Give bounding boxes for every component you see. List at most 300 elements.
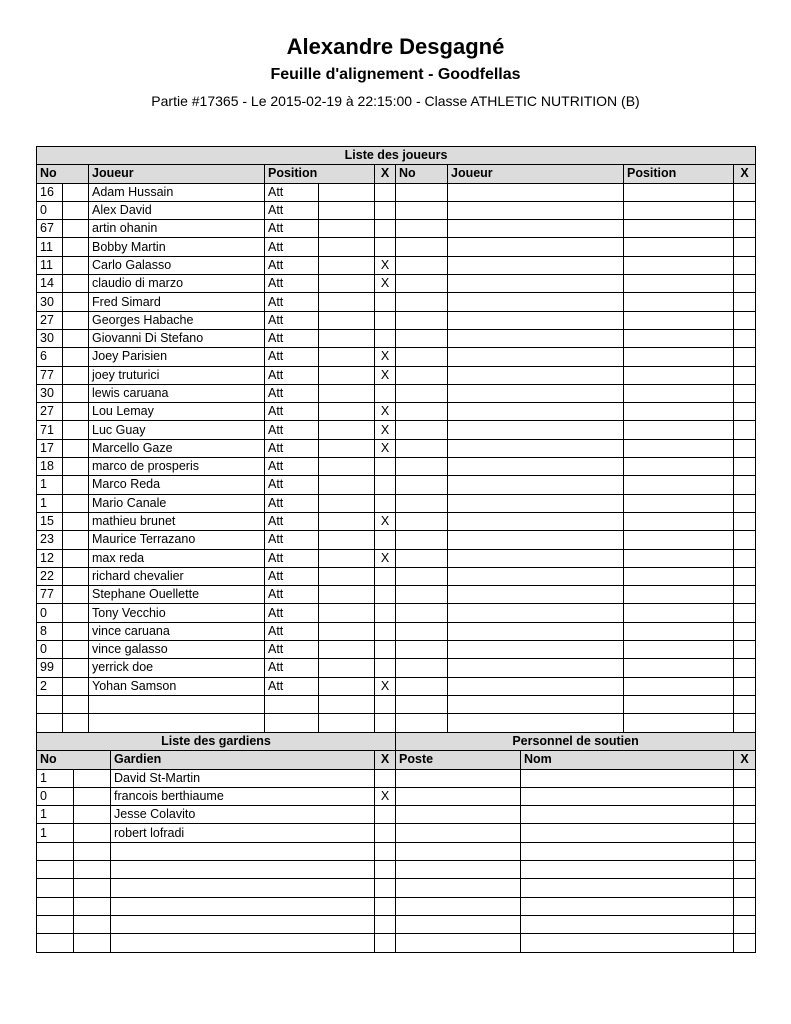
player-x-mark-right [734, 293, 756, 311]
player-row [37, 641, 756, 659]
player-name-right [448, 677, 624, 695]
goalie-name: francois berthiaume [111, 787, 375, 805]
col-header-no: No [37, 165, 89, 183]
player-row [37, 604, 756, 622]
player-x-mark [375, 714, 396, 732]
player-x-mark-right [734, 567, 756, 585]
player-position: Att [265, 329, 319, 347]
player-position: Att [265, 567, 319, 585]
staff-role [396, 897, 521, 915]
staff-x-mark [734, 915, 756, 933]
player-x-mark [375, 695, 396, 713]
player-x-mark [375, 311, 396, 329]
player-number: 17 [37, 439, 63, 457]
player-position: Att [265, 293, 319, 311]
player-row [37, 421, 756, 439]
player-name: Marco Reda [89, 476, 265, 494]
staff-x-mark [734, 879, 756, 897]
player-position-extra [319, 458, 375, 476]
player-position-extra [319, 238, 375, 256]
player-spacer [63, 695, 89, 713]
player-position-right [624, 695, 734, 713]
player-number: 30 [37, 329, 63, 347]
goalie-number [37, 934, 74, 952]
player-position-right [624, 421, 734, 439]
staff-name [521, 879, 734, 897]
player-position: Att [265, 677, 319, 695]
player-name: joey truturici [89, 366, 265, 384]
player-name-right [448, 714, 624, 732]
player-name: yerrick doe [89, 659, 265, 677]
player-position-right [624, 549, 734, 567]
player-number-right [396, 494, 448, 512]
goalie-spacer [74, 769, 111, 787]
player-position-right [624, 604, 734, 622]
player-position-extra [319, 183, 375, 201]
player-name: Marcello Gaze [89, 439, 265, 457]
player-row [37, 275, 756, 293]
player-x-mark [375, 329, 396, 347]
player-number-right [396, 220, 448, 238]
player-spacer [63, 329, 89, 347]
player-x-mark: X [375, 366, 396, 384]
player-position: Att [265, 183, 319, 201]
player-spacer [63, 311, 89, 329]
col-header-x: X [375, 165, 396, 183]
staff-name [521, 915, 734, 933]
player-row [37, 494, 756, 512]
player-name: richard chevalier [89, 567, 265, 585]
player-number: 71 [37, 421, 63, 439]
player-spacer [63, 714, 89, 732]
player-number-right [396, 421, 448, 439]
player-position: Att [265, 366, 319, 384]
goalie-name: Jesse Colavito [111, 806, 375, 824]
goalie-name [111, 879, 375, 897]
player-row [37, 622, 756, 640]
player-name: Adam Hussain [89, 183, 265, 201]
player-position-right [624, 476, 734, 494]
player-x-mark-right [734, 403, 756, 421]
goalies-section-title: Liste des gardiens [37, 733, 396, 751]
page-subtitle: Feuille d'alignement - Goodfellas [270, 66, 521, 83]
player-name: max reda [89, 549, 265, 567]
player-position-right [624, 714, 734, 732]
player-x-mark: X [375, 439, 396, 457]
goalie-spacer [74, 897, 111, 915]
game-info: Partie #17365 - Le 2015-02-19 à 22:15:00 - Classe ATHLETIC NUTRITION (B) [151, 93, 640, 109]
player-position-extra [319, 201, 375, 219]
player-number-right [396, 549, 448, 567]
player-x-mark-right [734, 220, 756, 238]
player-row [37, 567, 756, 585]
player-number: 27 [37, 311, 63, 329]
player-spacer [63, 220, 89, 238]
staff-col-header-x: X [734, 751, 756, 769]
player-number-right [396, 238, 448, 256]
goalie-col-header-name: Gardien [111, 751, 375, 769]
staff-role [396, 806, 521, 824]
player-x-mark [375, 494, 396, 512]
player-row [37, 677, 756, 695]
col-header-position: Position [265, 165, 375, 183]
player-number: 12 [37, 549, 63, 567]
goalie-spacer [74, 787, 111, 805]
goalie-col-header-no: No [37, 751, 111, 769]
player-name: vince caruana [89, 622, 265, 640]
goalie-x-mark [375, 861, 396, 879]
page-title: Alexandre Desgagné [286, 34, 505, 59]
player-spacer [63, 622, 89, 640]
player-x-mark: X [375, 421, 396, 439]
player-name-right [448, 403, 624, 421]
player-row [37, 256, 756, 274]
staff-role [396, 934, 521, 952]
player-number-right [396, 256, 448, 274]
player-number: 22 [37, 567, 63, 585]
staff-role [396, 787, 521, 805]
player-name-right [448, 458, 624, 476]
goalie-name [111, 842, 375, 860]
player-name-right [448, 567, 624, 585]
player-position-right [624, 329, 734, 347]
goalie-number [37, 842, 74, 860]
staff-name [521, 787, 734, 805]
staff-name [521, 934, 734, 952]
player-number-right [396, 329, 448, 347]
player-row [37, 512, 756, 530]
player-spacer [63, 458, 89, 476]
player-name-right [448, 348, 624, 366]
player-position-right [624, 567, 734, 585]
player-number-right [396, 275, 448, 293]
player-position: Att [265, 238, 319, 256]
player-position: Att [265, 421, 319, 439]
player-x-mark: X [375, 348, 396, 366]
staff-name [521, 824, 734, 842]
goalie-name [111, 934, 375, 952]
player-position-right [624, 183, 734, 201]
player-spacer [63, 403, 89, 421]
goalie-name [111, 915, 375, 933]
goalie-name: robert lofradi [111, 824, 375, 842]
player-position-extra [319, 329, 375, 347]
player-name: lewis caruana [89, 384, 265, 402]
player-spacer [63, 348, 89, 366]
player-name: Stephane Ouellette [89, 586, 265, 604]
goalie-row [37, 934, 756, 952]
player-number [37, 695, 63, 713]
player-x-mark [375, 641, 396, 659]
player-number-right [396, 622, 448, 640]
player-position-extra [319, 512, 375, 530]
player-position-extra [319, 476, 375, 494]
player-name: claudio di marzo [89, 275, 265, 293]
player-x-mark-right [734, 311, 756, 329]
player-position: Att [265, 549, 319, 567]
player-x-mark [375, 659, 396, 677]
player-x-mark: X [375, 549, 396, 567]
col-header-no-right: No [396, 165, 448, 183]
goalie-number [37, 879, 74, 897]
player-spacer [63, 439, 89, 457]
player-x-mark-right [734, 201, 756, 219]
player-name-right [448, 275, 624, 293]
player-x-mark [375, 531, 396, 549]
staff-col-header-role: Poste [396, 751, 521, 769]
player-name: Mario Canale [89, 494, 265, 512]
player-name-right [448, 622, 624, 640]
player-spacer [63, 421, 89, 439]
player-position-right [624, 348, 734, 366]
player-spacer [63, 549, 89, 567]
player-number: 0 [37, 604, 63, 622]
goalie-x-mark [375, 934, 396, 952]
player-number-right [396, 384, 448, 402]
player-spacer [63, 384, 89, 402]
player-position: Att [265, 458, 319, 476]
player-x-mark-right [734, 275, 756, 293]
goalie-x-mark [375, 824, 396, 842]
player-position-right [624, 494, 734, 512]
staff-role [396, 824, 521, 842]
player-number: 1 [37, 476, 63, 494]
player-position-extra [319, 567, 375, 585]
player-position-extra [319, 641, 375, 659]
player-number-right [396, 476, 448, 494]
goalie-row [37, 824, 756, 842]
player-number-right [396, 586, 448, 604]
player-name: Lou Lemay [89, 403, 265, 421]
staff-name [521, 861, 734, 879]
player-spacer [63, 641, 89, 659]
goalie-spacer [74, 861, 111, 879]
player-position: Att [265, 604, 319, 622]
player-spacer [63, 183, 89, 201]
player-row [37, 238, 756, 256]
player-spacer [63, 494, 89, 512]
goalie-spacer [74, 879, 111, 897]
staff-col-header-name: Nom [521, 751, 734, 769]
col-header-position-right: Position [624, 165, 734, 183]
player-number: 6 [37, 348, 63, 366]
player-name-right [448, 384, 624, 402]
goalie-x-mark [375, 915, 396, 933]
player-position-right [624, 275, 734, 293]
player-position-right [624, 384, 734, 402]
player-position: Att [265, 220, 319, 238]
player-number: 8 [37, 622, 63, 640]
player-x-mark-right [734, 256, 756, 274]
player-x-mark-right [734, 586, 756, 604]
player-x-mark-right [734, 622, 756, 640]
player-row [37, 439, 756, 457]
player-spacer [63, 586, 89, 604]
player-position-extra [319, 366, 375, 384]
player-name-right [448, 311, 624, 329]
player-x-mark-right [734, 604, 756, 622]
player-name-right [448, 220, 624, 238]
goalie-x-mark [375, 806, 396, 824]
player-position-right [624, 622, 734, 640]
player-number: 77 [37, 586, 63, 604]
player-number-right [396, 714, 448, 732]
player-position: Att [265, 512, 319, 530]
player-name: Carlo Galasso [89, 256, 265, 274]
player-name: artin ohanin [89, 220, 265, 238]
player-position-right [624, 311, 734, 329]
player-name: Fred Simard [89, 293, 265, 311]
staff-x-mark [734, 824, 756, 842]
player-position-right [624, 677, 734, 695]
player-name: Georges Habache [89, 311, 265, 329]
player-name [89, 695, 265, 713]
goalie-spacer [74, 824, 111, 842]
player-x-mark: X [375, 677, 396, 695]
player-spacer [63, 366, 89, 384]
player-number-right [396, 439, 448, 457]
player-x-mark: X [375, 275, 396, 293]
player-row [37, 384, 756, 402]
player-position: Att [265, 531, 319, 549]
player-row [37, 348, 756, 366]
player-number: 77 [37, 366, 63, 384]
player-position-extra [319, 275, 375, 293]
player-name: Giovanni Di Stefano [89, 329, 265, 347]
goalie-number [37, 897, 74, 915]
player-x-mark [375, 293, 396, 311]
staff-role [396, 842, 521, 860]
player-x-mark-right [734, 677, 756, 695]
player-number: 30 [37, 293, 63, 311]
player-position: Att [265, 201, 319, 219]
goalie-row [37, 861, 756, 879]
player-number-right [396, 567, 448, 585]
player-position-extra [319, 677, 375, 695]
goalie-row [37, 787, 756, 805]
player-row [37, 201, 756, 219]
goalie-row [37, 915, 756, 933]
staff-x-mark [734, 842, 756, 860]
player-number: 23 [37, 531, 63, 549]
player-number: 99 [37, 659, 63, 677]
player-name-right [448, 494, 624, 512]
goalie-number [37, 861, 74, 879]
player-x-mark [375, 458, 396, 476]
staff-role [396, 915, 521, 933]
goalie-row [37, 879, 756, 897]
player-x-mark-right [734, 439, 756, 457]
player-x-mark-right [734, 714, 756, 732]
goalie-name [111, 897, 375, 915]
player-x-mark [375, 567, 396, 585]
player-position-right [624, 293, 734, 311]
player-row [37, 220, 756, 238]
player-x-mark-right [734, 329, 756, 347]
player-number-right [396, 311, 448, 329]
staff-x-mark [734, 769, 756, 787]
player-name-right [448, 531, 624, 549]
player-row [37, 183, 756, 201]
player-row [37, 659, 756, 677]
player-x-mark-right [734, 384, 756, 402]
player-position-right [624, 531, 734, 549]
goalie-number: 1 [37, 824, 74, 842]
player-spacer [63, 604, 89, 622]
player-name-right [448, 329, 624, 347]
player-number-right [396, 677, 448, 695]
goalie-col-header-x: X [375, 751, 396, 769]
player-x-mark [375, 384, 396, 402]
player-position: Att [265, 586, 319, 604]
goalie-spacer [74, 915, 111, 933]
player-x-mark-right [734, 238, 756, 256]
player-position: Att [265, 384, 319, 402]
player-number: 11 [37, 238, 63, 256]
staff-x-mark [734, 897, 756, 915]
staff-x-mark [734, 934, 756, 952]
player-name: Joey Parisien [89, 348, 265, 366]
player-position-extra [319, 549, 375, 567]
staff-x-mark [734, 806, 756, 824]
player-position: Att [265, 494, 319, 512]
player-number: 0 [37, 201, 63, 219]
player-name-right [448, 659, 624, 677]
player-position: Att [265, 348, 319, 366]
players-table [36, 146, 756, 733]
player-row [37, 311, 756, 329]
goalie-spacer [74, 842, 111, 860]
player-x-mark-right [734, 458, 756, 476]
player-row [37, 403, 756, 421]
player-position-extra [319, 256, 375, 274]
player-spacer [63, 293, 89, 311]
col-header-player: Joueur [89, 165, 265, 183]
player-position-extra [319, 421, 375, 439]
staff-role [396, 879, 521, 897]
player-number-right [396, 293, 448, 311]
player-position-extra [319, 348, 375, 366]
player-spacer [63, 531, 89, 549]
player-row [37, 329, 756, 347]
player-position-right [624, 366, 734, 384]
player-position-extra [319, 403, 375, 421]
goalie-row [37, 806, 756, 824]
player-name-right [448, 586, 624, 604]
staff-name [521, 769, 734, 787]
player-x-mark [375, 238, 396, 256]
player-position-right [624, 439, 734, 457]
player-x-mark [375, 183, 396, 201]
player-name-right [448, 201, 624, 219]
player-name: mathieu brunet [89, 512, 265, 530]
staff-name [521, 806, 734, 824]
staff-x-mark [734, 861, 756, 879]
player-position-right [624, 256, 734, 274]
players-section-title: Liste des joueurs [37, 147, 756, 165]
player-position-extra [319, 714, 375, 732]
player-position-right [624, 512, 734, 530]
player-position-extra [319, 604, 375, 622]
goalie-x-mark [375, 897, 396, 915]
player-position-extra [319, 494, 375, 512]
player-position: Att [265, 311, 319, 329]
player-name-right [448, 421, 624, 439]
player-position-extra [319, 659, 375, 677]
player-number-right [396, 348, 448, 366]
player-position-right [624, 201, 734, 219]
player-x-mark-right [734, 695, 756, 713]
